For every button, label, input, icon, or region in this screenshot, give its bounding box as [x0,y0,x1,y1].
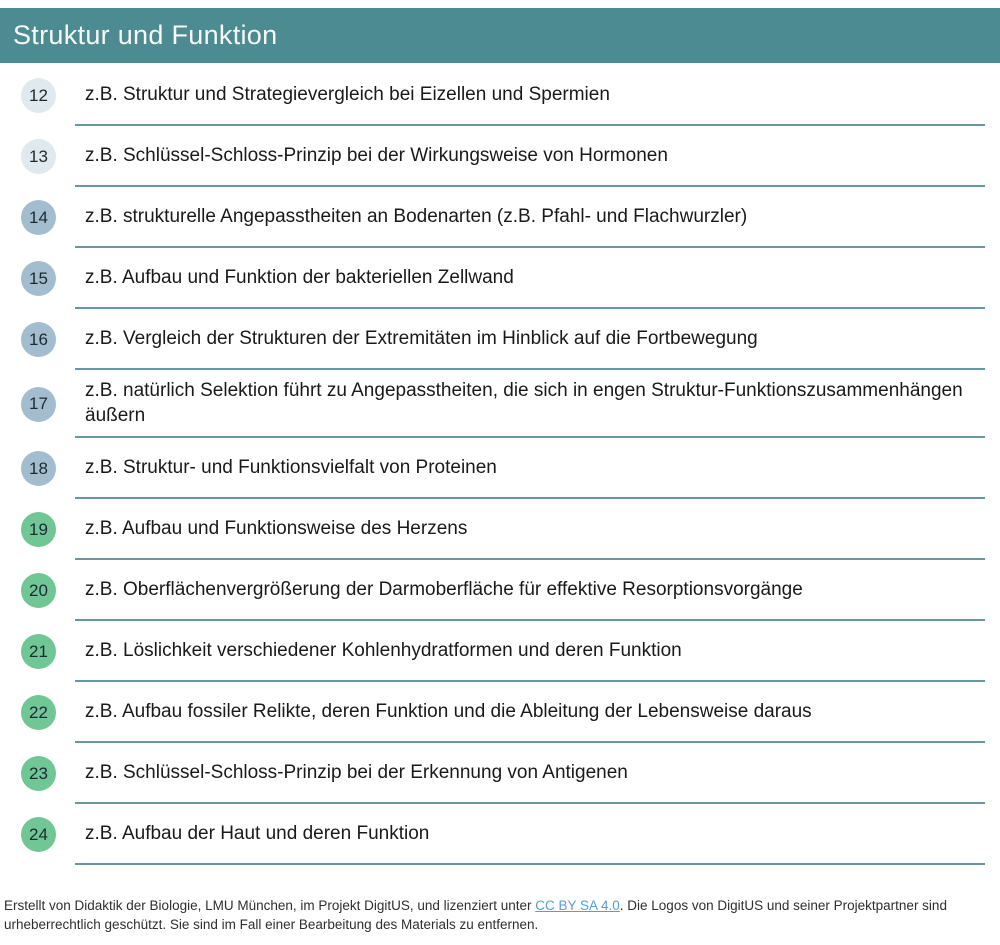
item-number-badge: 20 [21,573,56,608]
item-text-cell [75,804,985,865]
item-number-badge: 19 [21,512,56,547]
item-text-cell [75,248,985,309]
item-badge-column [0,248,75,309]
license-link[interactable]: CC BY SA 4.0 [535,898,620,913]
item-number-badge: 15 [21,261,56,296]
list-item [0,126,1000,187]
item-badge-column [0,743,75,804]
item-text: z.B. Struktur- und Funktionsvielfalt von Proteinen [85,457,497,478]
list-item [0,370,1000,438]
list-item [0,309,1000,370]
item-text-cell [75,682,985,743]
list-item [0,499,1000,560]
list-item [0,438,1000,499]
list-item [0,248,1000,309]
item-text: z.B. strukturelle Angepasstheiten an Bodenarten (z.B. Pfahl- und Flachwurzler) [85,206,748,227]
item-text: z.B. Aufbau fossiler Relikte, deren Funktion und die Ableitung der Lebensweise daraus [85,701,812,722]
item-badge-column [0,804,75,865]
item-text: z.B. Vergleich der Strukturen der Extremitäten im Hinblick auf die Fortbewegung [85,328,758,349]
item-badge-column [0,309,75,370]
footer-license-text: Erstellt von Didaktik der Biologie, LMU München, im Projekt DigitUS, und lizenziert unter [4,898,536,913]
item-number-badge: 17 [21,387,56,422]
item-number-badge: 24 [21,817,56,852]
item-number-badge: 21 [21,634,56,669]
item-text-cell [75,560,985,621]
item-text-cell [75,438,985,499]
item-number-badge: 18 [21,451,56,486]
item-text: z.B. Struktur und Strategievergleich bei Eizellen und Spermien [85,84,610,105]
page-title-bar [0,8,1000,63]
item-badge-column [0,499,75,560]
item-text-cell [75,621,985,682]
item-badge-column [0,370,75,438]
item-text: z.B. Löslichkeit verschiedener Kohlenhydratformen und deren Funktion [85,640,682,661]
item-badge-column [0,560,75,621]
item-badge-column [0,621,75,682]
item-badge-column [0,682,75,743]
item-badge-column [0,438,75,499]
item-badge-column [0,187,75,248]
list-item [0,65,1000,126]
item-text-cell [75,65,985,126]
item-number-badge: 12 [21,78,56,113]
item-text-cell [75,499,985,560]
item-text: z.B. Aufbau und Funktion der bakteriellen Zellwand [85,267,514,288]
item-text: z.B. Schlüssel-Schloss-Prinzip bei der Wirkungsweise von Hormonen [85,145,668,166]
item-text: z.B. Oberflächenvergrößerung der Darmoberfläche für effektive Resorptionsvorgänge [85,579,803,600]
item-number-badge: 23 [21,756,56,791]
item-number-badge: 14 [21,200,56,235]
item-text-cell [75,370,985,438]
item-number-badge: 22 [21,695,56,730]
item-text: z.B. Aufbau der Haut und deren Funktion [85,823,430,844]
item-badge-column [0,126,75,187]
item-text-cell [75,126,985,187]
item-number-badge: 16 [21,322,56,357]
item-badge-column [0,65,75,126]
item-text: z.B. Schlüssel-Schloss-Prinzip bei der Erkennung von Antigenen [85,762,628,783]
item-text: z.B. natürlich Selektion führt zu Angepasstheiten, die sich in engen Struktur-Funktionszusammenhängen äußern [85,380,963,426]
footer-disclaimer-text: . Die Logos von DigitUS und seiner Projektpartner sind urheberrechtlich geschützt. Sie sind im Fall einer Bearbeitung des Materials zu entfernen. [4,898,947,932]
page-title: Struktur und Funktion [13,20,278,50]
item-text-cell [75,309,985,370]
item-number-badge: 13 [21,139,56,174]
list-item [0,621,1000,682]
list-item [0,804,1000,865]
list-item [0,187,1000,248]
item-text-cell [75,743,985,804]
item-list [0,65,1000,865]
list-item [0,682,1000,743]
list-item [0,743,1000,804]
list-item [0,560,1000,621]
item-text: z.B. Aufbau und Funktionsweise des Herzens [85,518,468,539]
footer [0,896,1000,934]
item-text-cell [75,187,985,248]
